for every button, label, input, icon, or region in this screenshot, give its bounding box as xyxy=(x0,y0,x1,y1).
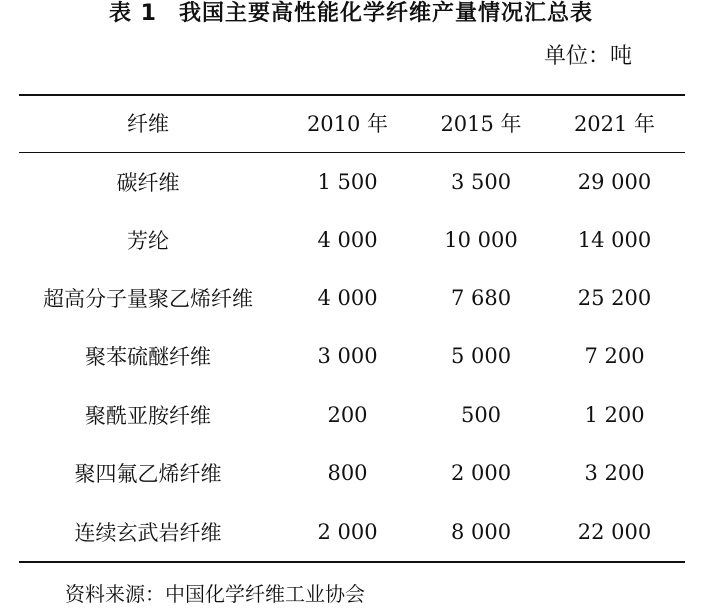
header-2010: 2010 年 xyxy=(306,112,389,136)
value-2010-cell: 4 000 xyxy=(317,228,378,252)
value-2021-cell: 3 200 xyxy=(584,461,645,485)
value-2010-cell: 200 xyxy=(327,403,368,427)
table-header-rule xyxy=(19,152,685,153)
header-2015: 2015 年 xyxy=(440,112,522,136)
fiber-name-cell: 聚苯硫醚纤维 xyxy=(85,345,211,369)
value-2015-cell: 10 000 xyxy=(444,228,518,252)
table-top-rule xyxy=(19,94,685,96)
fiber-name-cell: 聚酰亚胺纤维 xyxy=(85,404,211,428)
value-2015-cell: 3 500 xyxy=(450,170,512,194)
table-header-row xyxy=(19,103,685,143)
fiber-name-cell: 碳纤维 xyxy=(116,171,180,195)
fiber-name-cell: 聚四氟乙烯纤维 xyxy=(74,462,222,486)
value-2015-cell: 7 680 xyxy=(450,286,512,310)
value-2010-cell: 1 500 xyxy=(317,170,378,194)
table-row xyxy=(19,220,685,260)
header-fiber: 纤维 xyxy=(127,112,169,136)
table-row xyxy=(19,512,685,552)
table-title-text: 我国主要高性能化学纤维产量情况汇总表 xyxy=(178,1,593,26)
table-row xyxy=(19,453,685,493)
table-row xyxy=(19,395,685,435)
table-row xyxy=(19,162,685,202)
value-2010-cell: 800 xyxy=(327,461,368,485)
unit-label: 单位：吨 xyxy=(543,44,632,69)
value-2010-cell: 3 000 xyxy=(317,344,378,368)
value-2010-cell: 4 000 xyxy=(317,286,378,310)
source-note: 资料来源：中国化学纤维工业协会 xyxy=(65,582,365,606)
fiber-name-cell: 连续玄武岩纤维 xyxy=(74,521,222,545)
value-2021-cell: 1 200 xyxy=(584,403,645,427)
value-2010-cell: 2 000 xyxy=(317,520,378,544)
table-bottom-rule xyxy=(19,561,685,563)
value-2015-cell: 5 000 xyxy=(450,344,512,368)
fiber-name-cell: 超高分子量聚乙烯纤维 xyxy=(43,287,253,311)
value-2015-cell: 2 000 xyxy=(450,461,512,485)
fiber-name-cell: 芳纶 xyxy=(127,229,169,253)
value-2021-cell: 25 200 xyxy=(577,286,652,310)
value-2015-cell: 500 xyxy=(460,403,502,427)
value-2015-cell: 8 000 xyxy=(450,520,512,544)
value-2021-cell: 7 200 xyxy=(584,344,645,368)
table-row xyxy=(19,278,685,318)
value-2021-cell: 14 000 xyxy=(577,228,652,252)
table-title xyxy=(0,0,702,30)
value-2021-cell: 29 000 xyxy=(577,170,652,194)
header-2021: 2021 年 xyxy=(573,112,656,136)
table-row xyxy=(19,336,685,376)
table-label: 表 1 xyxy=(109,1,157,26)
value-2021-cell: 22 000 xyxy=(577,520,652,544)
